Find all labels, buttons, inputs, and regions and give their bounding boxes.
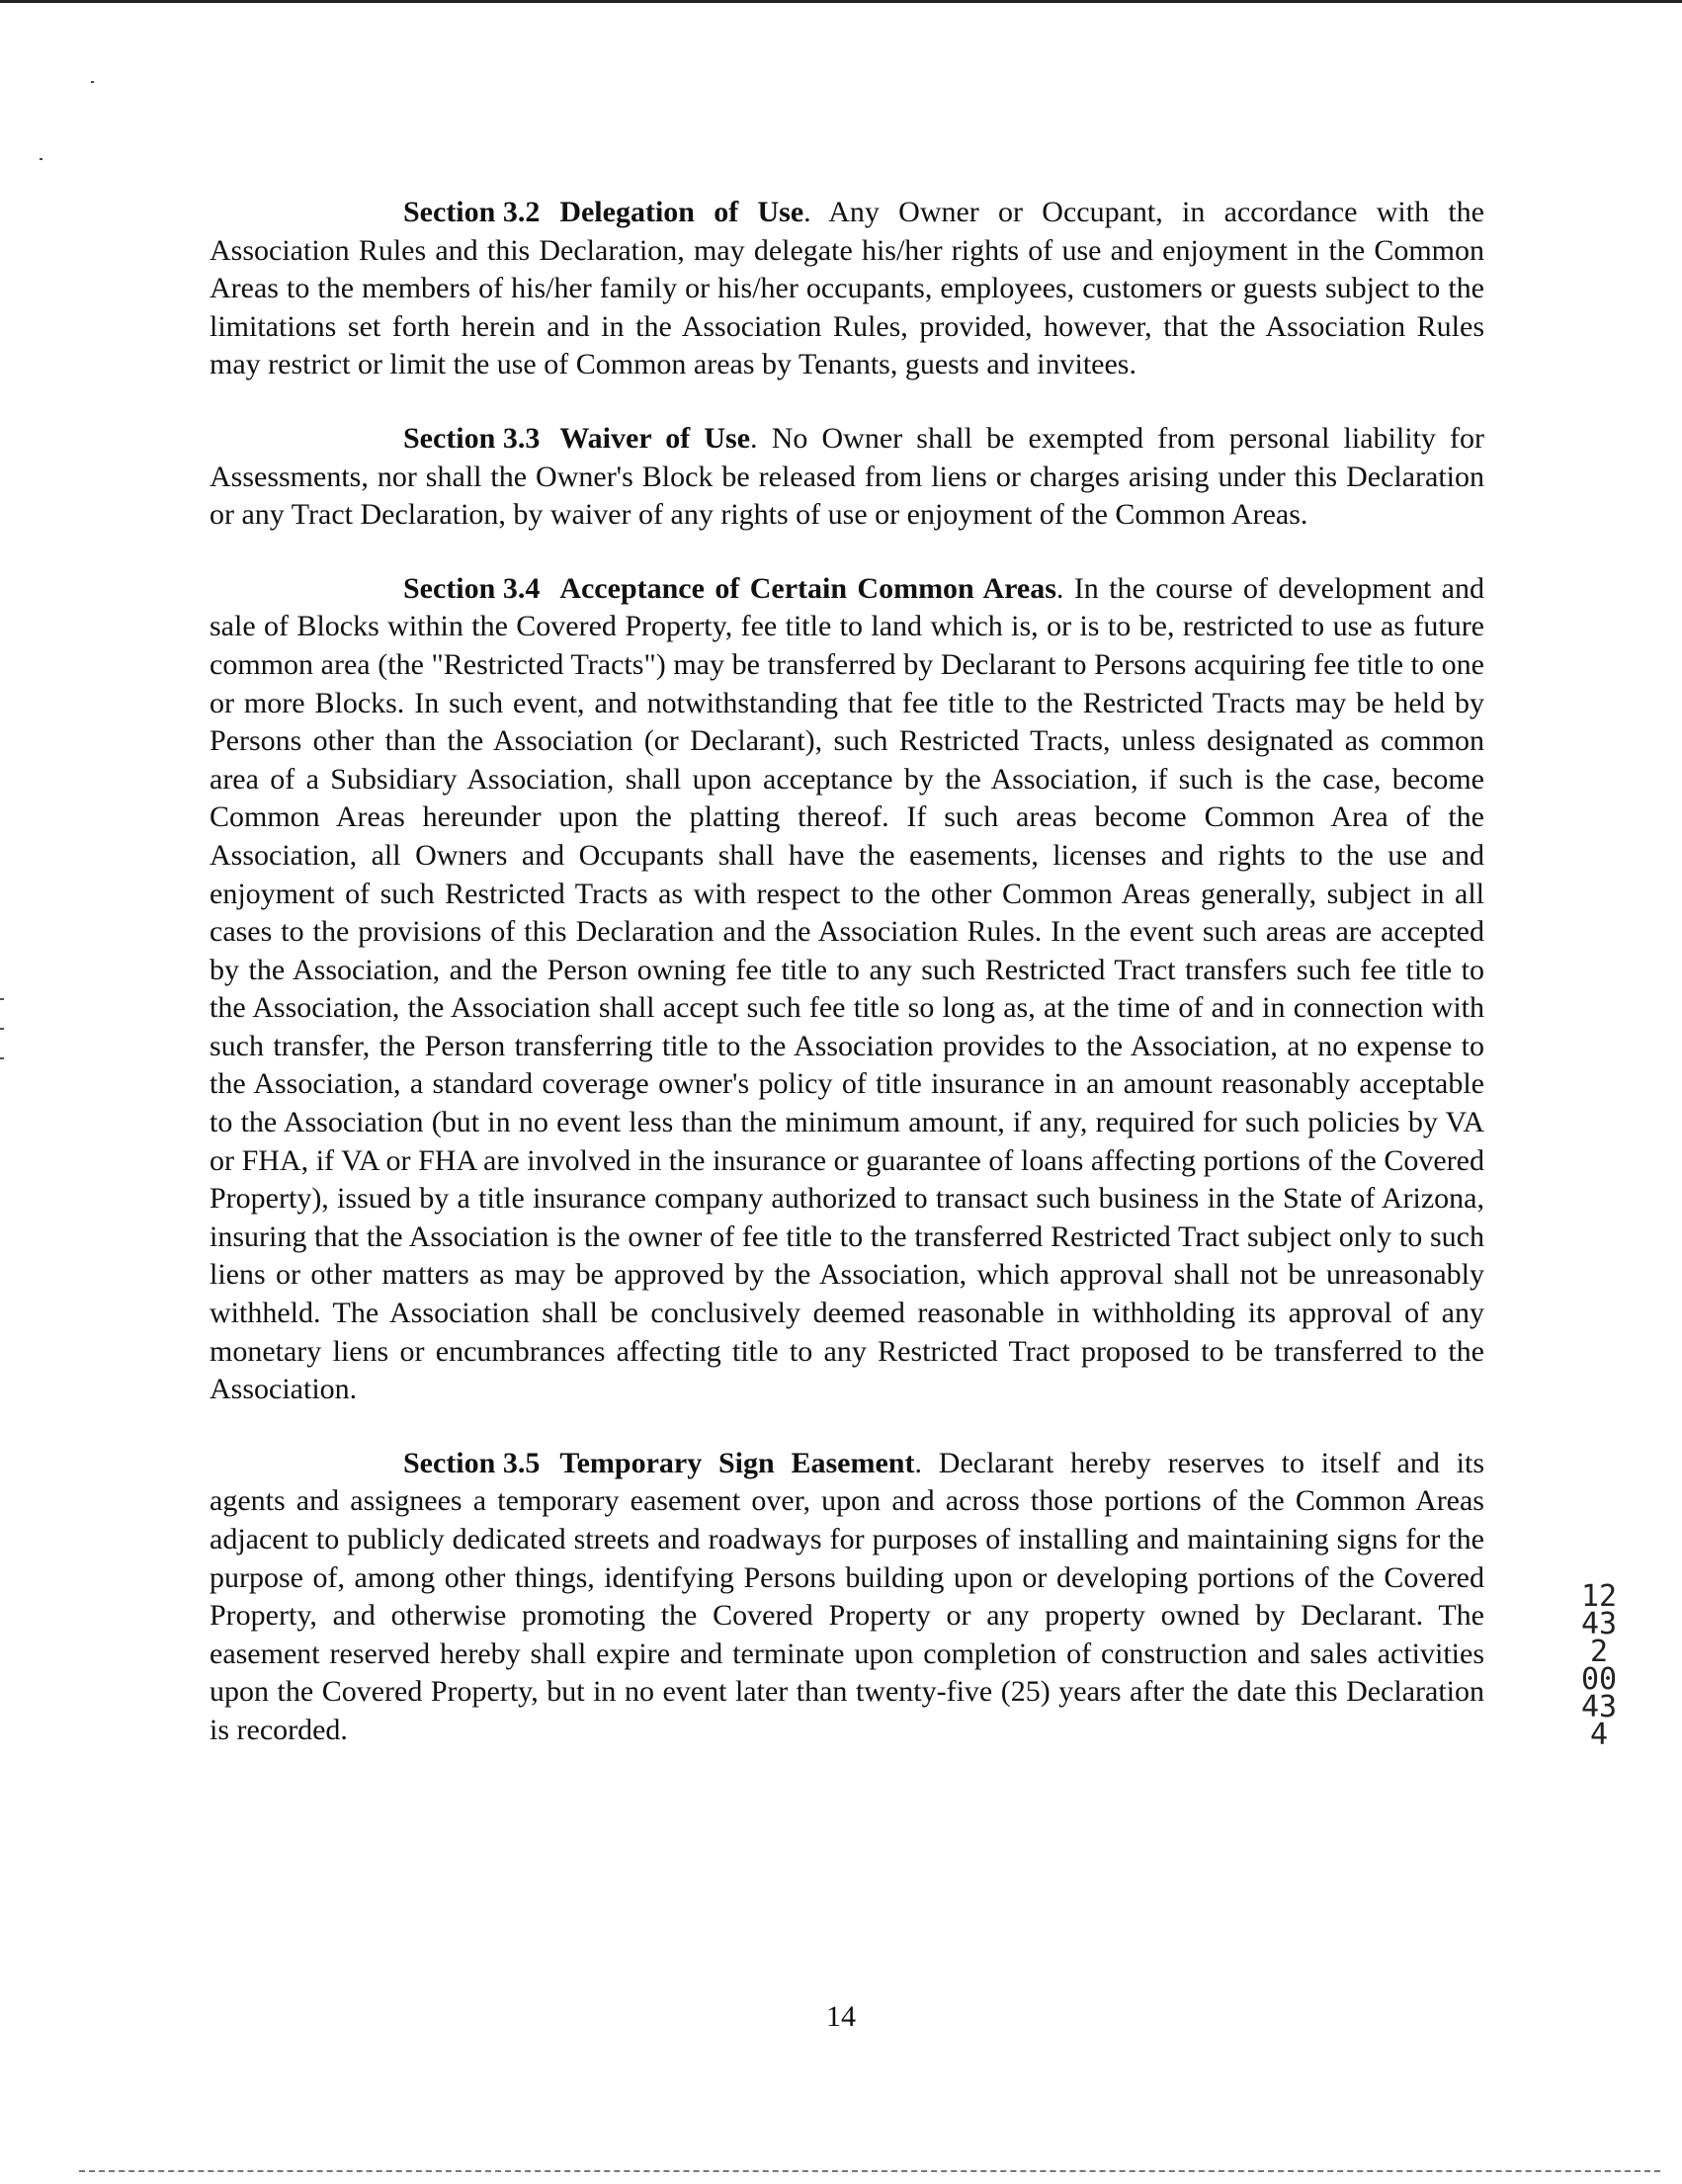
- top-border-line: [0, 0, 1682, 3]
- document-body: [210, 194, 1484, 1786]
- section-body: . Declarant hereby reserves to itself and its agents and assignees a temporary easement over, upon and across those portions of the Common Areas adjacent to publicly dedicated streets and roadways for purposes of installing and maintaining signs for the purpose of, among other things, identifying Persons building upon or developing portions of the Covered Property, and otherwise promoting the Covered Property or any property owned by Declarant. The easement reserved hereby shall expire and terminate upon completion of construction and sales activities upon the Covered Property, but in no event later than twenty-five (25) years after the date this Declaration is recorded.: [210, 1446, 1485, 1746]
- section-3-5: [210, 1445, 1484, 1750]
- section-3-2: [210, 194, 1484, 384]
- scan-tick: [0, 1028, 4, 1030]
- section-number: Section 3.4: [403, 571, 541, 605]
- scan-speck: [91, 81, 94, 83]
- section-heading: Waiver of Use: [559, 421, 751, 455]
- section-body: . No Owner shall be exempted from personal liability for Assessments, nor shall the Owner's Block be released from liens or charges arising under this Declaration or any Tract Declaration, by waiver of any rights of use or enjoyment of the Common Areas.: [210, 421, 1484, 532]
- section-number: Section 3.2: [403, 196, 541, 228]
- section-heading: Temporary Sign Easement: [559, 1446, 915, 1479]
- section-body: . Any Owner or Occupant, in accordance with the Association Rules and this Declaration, may delegate his/her rights of use and enjoyment in the Common Areas to the members of his/her family or his/her occupants, employees, customers or guests subject to the limitations set forth herein and in the Association Rules, provided, however, that the Association Rules may restrict or limit the use of Common areas by Tenants, guests and invitees.: [210, 196, 1484, 381]
- section-3-4: [210, 570, 1484, 1409]
- recording-stamp: 12432 00434: [1580, 1579, 1618, 1752]
- section-body: . In the course of development and sale of Blocks within the Covered Property, fee title to land which is, or is to be, restricted to use as future common area (the "Restricted Tracts") may be transferred by Declarant to Persons acquiring fee title to one or more Blocks. In such event, and notwithstanding that fee title to the Restricted Tracts may be held by Persons other than the Association (or Declarant), such Restricted Tracts, unless designated as common area of a Subsidiary Association, shall upon acceptance by the Association, if such is the case, become Common Areas hereunder upon the platting thereof. If such areas become Common Area of the Association, all Owners and Occupants shall have the easements, licenses and rights to the use and enjoyment of such Restricted Tracts as with respect to the other Common Areas generally, subject in all cases to the provisions of this Declaration and the Association Rules. In the event such areas are accepted by the Association, and the Person owning fee title to any such Restricted Tract transfers such fee title to the Association, the Association shall accept such fee title so long as, at the time of and in connection with such transfer, the Person transferring title to the Association provides to the Association, at no expense to the Association, a standard coverage owner's policy of title insurance in an amount reasonably acceptable to the Association (but in no event less than the minimum amount, if any, required for such policies by VA or FHA, if VA or FHA are involved in the insurance or guarantee of loans affecting portions of the Covered Property), issued by a title insurance company authorized to transact such business in the State of Arizona, insuring that the Association is the owner of fee title to the transferred Restricted Tract subject only to such liens or other matters as may be approved by the Association, which approval shall not be unreasonably withheld. The Association shall be conclusively deemed reasonable in withholding its approval of any monetary liens or encumbrances affecting title to any Restricted Tract proposed to be transferred to the Association.: [210, 571, 1484, 1406]
- scan-tick: [0, 1057, 4, 1059]
- section-heading: Delegation of Use: [559, 196, 804, 228]
- section-heading: Acceptance of Certain Common Areas: [559, 571, 1056, 605]
- bottom-border-line: [79, 2170, 1660, 2172]
- section-3-3: [210, 420, 1484, 535]
- section-number: Section 3.3: [403, 421, 541, 455]
- scan-speck: [40, 158, 42, 160]
- page-number: 14: [826, 2000, 856, 2033]
- scan-tick: [0, 998, 4, 1000]
- section-number: Section 3.5: [403, 1446, 541, 1479]
